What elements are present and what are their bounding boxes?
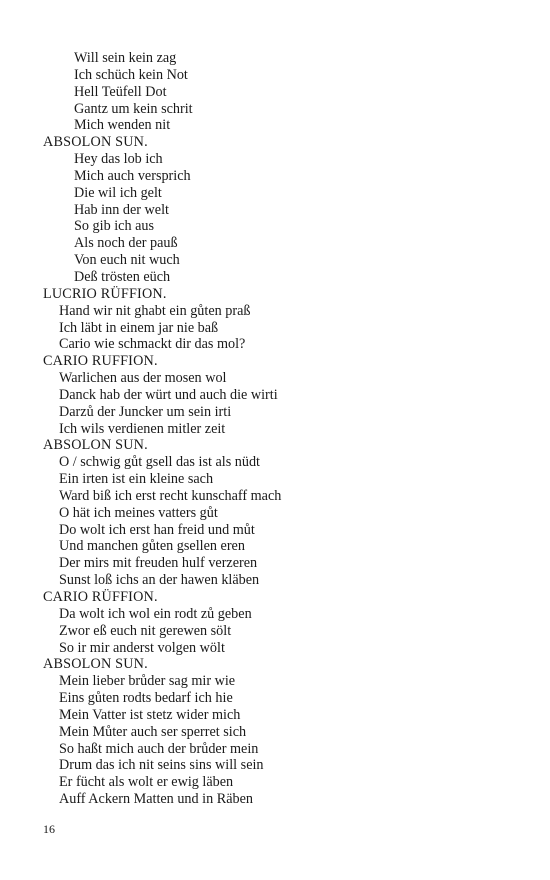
verse-line: Mein Můter auch ser sperret sich bbox=[59, 723, 247, 740]
verse-line: Sunst loß ichs an der hawen kläben bbox=[59, 572, 260, 589]
verse-line: Ein irten ist ein kleine sach bbox=[59, 471, 214, 488]
speaker-heading: LUCRIO RÜFFION. bbox=[43, 285, 167, 302]
verse-line: Will sein kein zag bbox=[74, 50, 177, 66]
verse-line: Gantz um kein schrit bbox=[74, 100, 193, 117]
verse-line: Warlichen aus der mosen wol bbox=[59, 370, 227, 387]
verse-line: Hab inn der welt bbox=[74, 201, 169, 218]
speaker-heading: ABSOLON SUN. bbox=[43, 134, 148, 151]
verse-line: Do wolt ich erst han freid und můt bbox=[59, 521, 255, 538]
verse-line: Zwor eß euch nit gerewen sölt bbox=[59, 622, 232, 639]
speaker-heading: CARIO RÜFFION. bbox=[43, 589, 158, 605]
verse-line: Und manchen gůten gsellen eren bbox=[59, 538, 245, 555]
verse-line: Mein lieber brůder sag mir wie bbox=[59, 673, 236, 690]
verse-line: O / schwig gůt gsell das ist als nüdt bbox=[59, 454, 260, 471]
verse-line: Der mirs mit freuden hulf verzeren bbox=[59, 555, 258, 572]
verse-line: Er fücht als wolt er ewig läben bbox=[59, 774, 234, 791]
speaker-heading: ABSOLON SUN. bbox=[43, 656, 148, 673]
verse-line: Ward biß ich erst recht kunschaff mach bbox=[59, 487, 282, 504]
verse-line: So ir mir anderst volgen wölt bbox=[59, 639, 225, 656]
verse-line: Cario wie schmackt dir das mol? bbox=[59, 336, 246, 353]
page-number: 16 bbox=[43, 822, 55, 836]
verse-line: Ich wils verdienen mitler zeit bbox=[59, 420, 226, 437]
verse-line: Hell Teüfell Dot bbox=[74, 83, 167, 100]
verse-line: Mich auch versprich bbox=[74, 167, 191, 184]
verse-line: So haßt mich auch der brůder mein bbox=[59, 740, 259, 757]
verse-line: Hand wir nit ghabt ein gůten praß bbox=[59, 302, 251, 319]
verse-line: Danck hab der würt und auch die wirti bbox=[59, 386, 278, 403]
verse-line: Darzů der Juncker um sein irti bbox=[59, 403, 232, 420]
verse-line: Drum das ich nit seins sins will sein bbox=[59, 757, 264, 774]
verse-line: Mein Vatter ist stetz wider mich bbox=[59, 706, 241, 723]
verse-line: So gib ich aus bbox=[74, 218, 154, 235]
verse-line: Mich wenden nit bbox=[74, 117, 171, 134]
verse-line: O hät ich meines vatters gůt bbox=[59, 504, 218, 521]
verse-line: Hey das lob ich bbox=[74, 151, 163, 168]
verse-line: Eins gůten rodts bedarf ich hie bbox=[59, 690, 233, 707]
verse-line: Auff Ackern Matten und in Räben bbox=[59, 791, 253, 808]
verse-line: Als noch der pauß bbox=[74, 235, 178, 252]
verse-line: Die wil ich gelt bbox=[74, 184, 162, 201]
speaker-heading: ABSOLON SUN. bbox=[43, 437, 148, 454]
play-text bbox=[43, 50, 523, 808]
verse-line: Ich schüch kein Not bbox=[74, 66, 188, 83]
verse-line: Ich läbt in einem jar nie baß bbox=[59, 319, 219, 336]
verse-line: Von euch nit wuch bbox=[74, 252, 180, 269]
verse-line: Da wolt ich wol ein rodt zů geben bbox=[59, 605, 252, 622]
verse-line: Deß trösten eüch bbox=[74, 268, 171, 285]
speaker-heading: CARIO RUFFION. bbox=[43, 353, 158, 370]
